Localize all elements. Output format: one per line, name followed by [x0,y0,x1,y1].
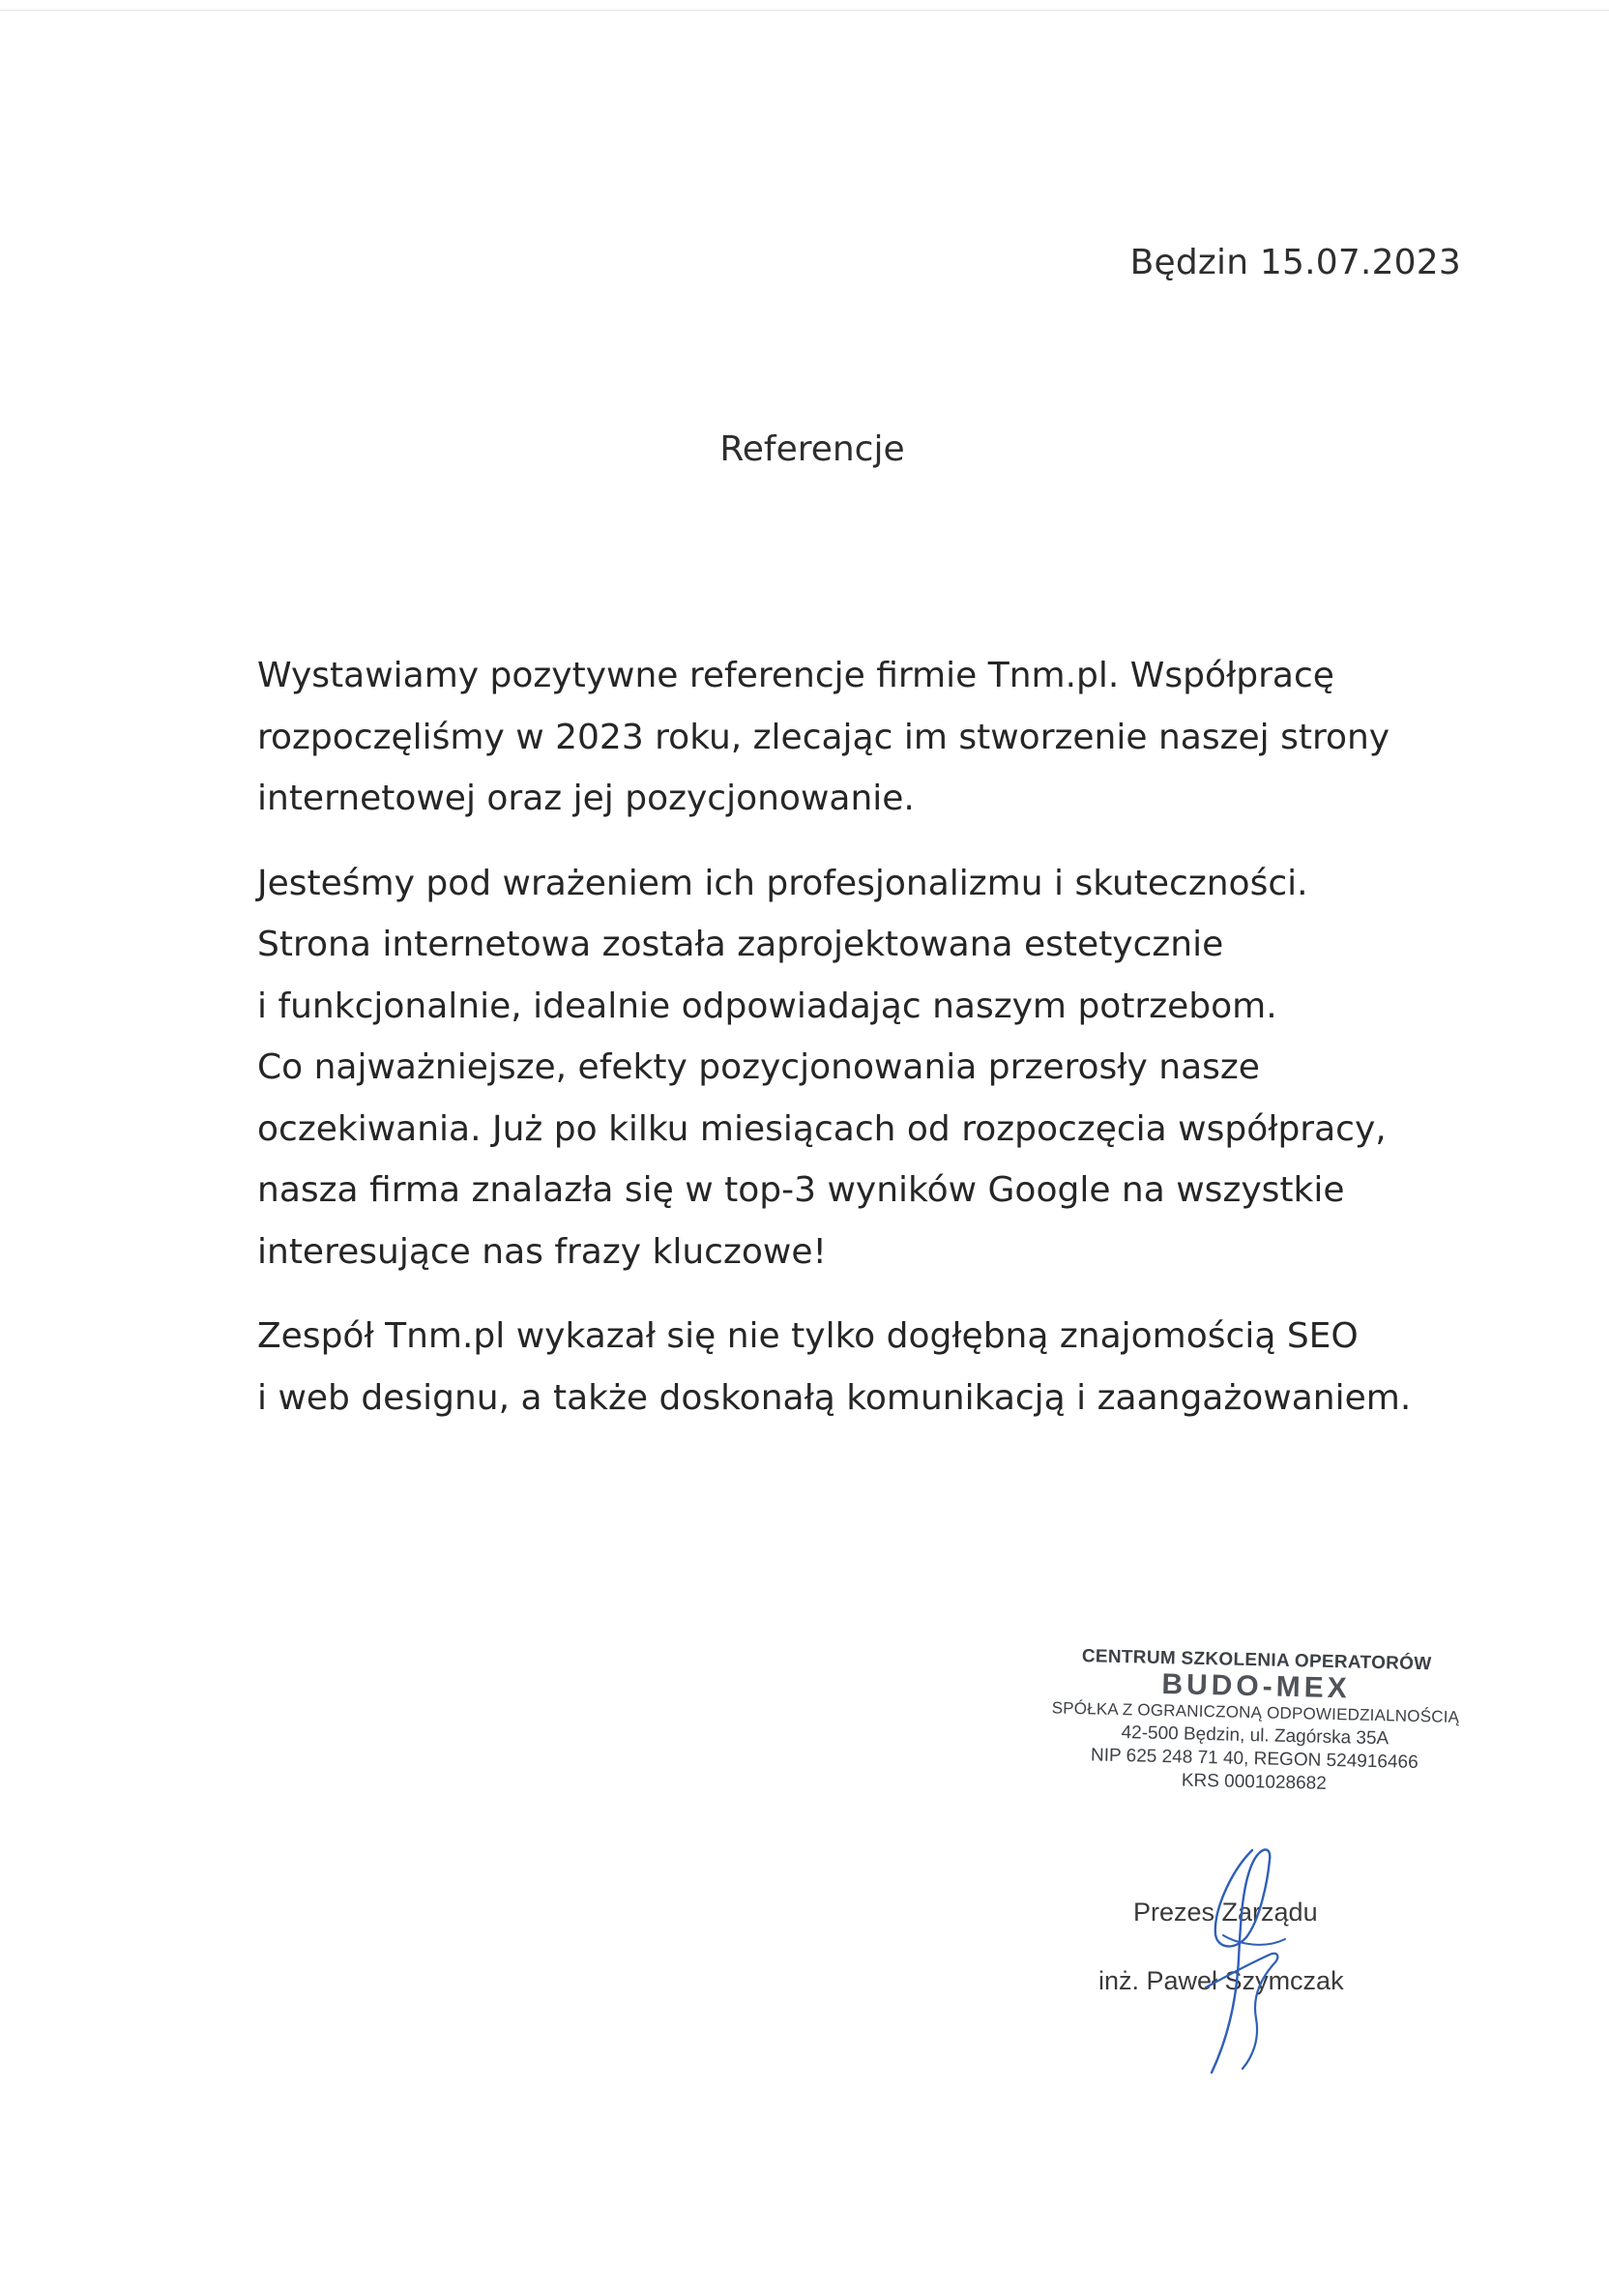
letter-body [257,645,1476,1428]
body-line: interesujące nas frazy kluczowe! [257,1231,827,1272]
letter-date: Będzin 15.07.2023 [1129,243,1461,282]
stamp-legal-form: SPÓŁKA Z OGRANICZONĄ ODPOWIEDZIALNOŚCIĄ [1051,1698,1460,1726]
body-paragraph-3 [257,1306,1476,1428]
stamp-organization: CENTRUM SZKOLENIA OPERATORÓW [1081,1646,1432,1675]
signature-stroke [1212,1850,1270,2074]
body-line: nasza firma znalazła się w top-3 wyników Google na wszystkie [257,1170,1345,1210]
letter-title: Referencje [719,429,905,469]
body-line: Zespół Tnm.pl wykazał się nie tylko dogłębną znajomością SEO [257,1316,1359,1356]
body-line: Strona internetowa została zaprojektowana estetycznie [257,925,1224,964]
page-top-rule [0,10,1609,11]
body-line: internetowej oraz jej pozycjonowanie. [257,779,915,818]
signatory-name: inż. Paweł Szymczak [1098,1966,1344,1995]
body-paragraph-2 [257,853,1476,1283]
body-line: i web designu, a także doskonałą komunikacją i zaangażowaniem. [257,1377,1412,1418]
body-line: rozpoczęliśmy w 2023 roku, zlecając im stworzenie naszej strony [257,717,1390,757]
body-line: Wystawiamy pozytywne referencje firmie Tnm.pl. Współpracę [257,656,1334,695]
body-line: oczekiwania. Już po kilku miesiącach od rozpoczęcia współpracy, [257,1108,1387,1149]
stamp-tax-ids: NIP 625 248 71 40, REGON 524916466 [1090,1745,1419,1774]
body-line: Co najważniejsze, efekty pozycjonowania przerosły nasze [257,1047,1260,1087]
signatory-title: Prezes Zarządu [1133,1898,1318,1927]
company-stamp [1032,1644,1479,1799]
stamp-krs: KRS 0001028682 [1181,1770,1328,1794]
body-paragraph-1 [257,645,1476,830]
body-line: Jesteśmy pod wrażeniem ich profesjonalizmu i skuteczności. [257,863,1308,903]
stamp-address: 42-500 Będzin, ul. Zagórska 35A [1121,1722,1390,1750]
body-line: i funkcjonalnie, idealnie odpowiadając naszym potrzebom. [257,986,1277,1026]
handwritten-signature [1185,1842,1310,2084]
stamp-brand: BUDO-MEX [1161,1667,1352,1705]
signature-stroke [1223,1935,1285,1945]
signature-stroke [1206,1954,1277,2069]
